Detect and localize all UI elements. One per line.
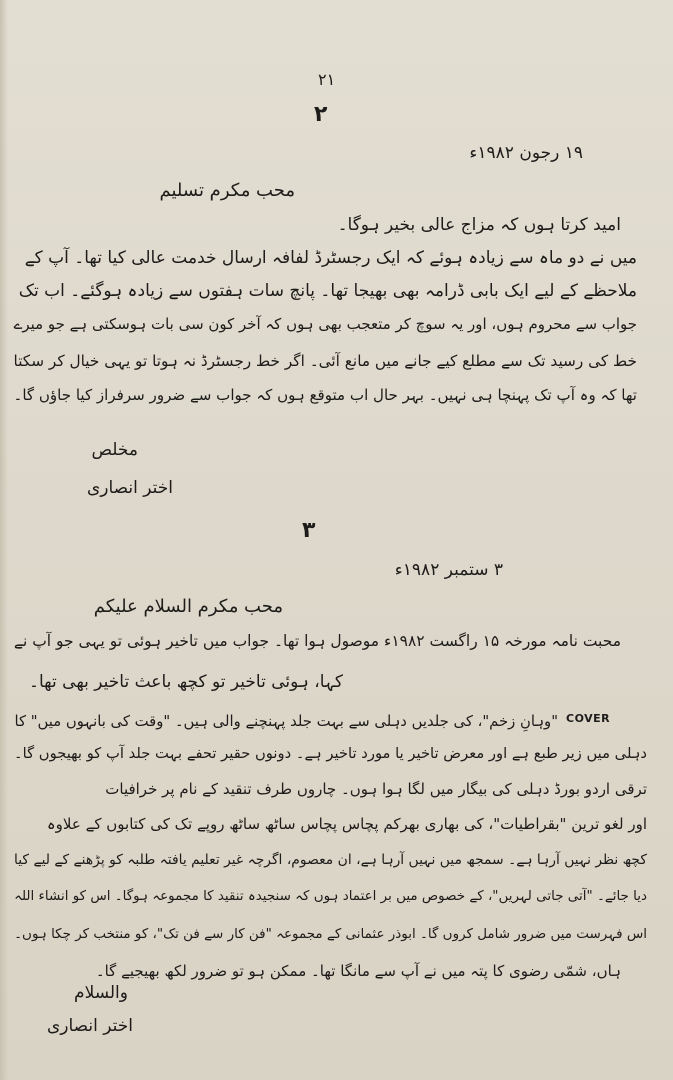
letter-body-line: کہا، ہوئی تاخیر تو کچھ باعث تاخیر بھی تھا۔ [29, 672, 343, 692]
letter-date: ۱۹ رجون ۱۹۸۲ء [469, 143, 583, 163]
letter-body-line: دیا جائے۔ "آتی جاتی لہریں"، کے خصوص میں بر اعتماد ہوں کہ سنجیدہ تنقید کا مجموعہ ہوگا۔ اس کو انشاء اللہ [14, 889, 647, 904]
letter-number: ۲ [314, 102, 328, 127]
letter-body-line: اور لغو ترین "بقراطیات"، کی بھاری بھرکم پچاس پچاس ساٹھ ساٹھ روپے تک کی کتابوں کے علاوہ [46, 815, 647, 833]
letter-body-line: تھا کہ وہ آپ تک پہنچا ہی نہیں۔ بہر حال اب متوقع ہوں کہ جواب سے ضرور سرفراز کیا جاؤں گا۔ [13, 386, 637, 404]
letter-signature: اختر انصاری [86, 478, 173, 498]
letter-body-line: میں نے دو ماہ سے زیادہ ہوئے کہ ایک رجسٹرڈ لفافہ ارسال خدمت عالی کیا تھا۔ آپ کے [24, 248, 637, 268]
letter-body-line: محبت نامہ مورخہ ۱۵ راگست ۱۹۸۲ء موصول ہوا تھا۔ جواب میں تاخیر ہوئی تو یہی جو آپ نے [13, 632, 621, 650]
letter-signature: اختر انصاری [46, 1016, 133, 1036]
letter-body-line: جواب سے محروم ہوں، اور یہ سوچ کر متعجب بھی ہوں کہ آخر کون سی بات ہوسکتی ہے جو میرے [13, 315, 637, 333]
letter-body-line: ملاحظے کے لیے ایک بابی ڈرامہ بھی بھیجا تھا۔ پانچ سات ہفتوں سے زیادہ ہوگئے۔ اب تک [18, 281, 637, 301]
letter-body-line: کچھ نظر نہیں آرہا ہے۔ سمجھ میں نہیں آرہا ہے، ان معصوم، اگرچہ غیر تعلیم یافتہ طلبہ کو پڑھنے کے لیے کیا [14, 852, 647, 868]
letter-body-line: اس فہرست میں ضرور شامل کروں گا۔ ابوذر عثمانی کے مجموعہ "فن کار سے فن تک"، کو منتخب کر چکا ہوں۔ [14, 926, 647, 942]
letter-closing: والسلام [74, 983, 128, 1003]
cover-word: COVER [566, 712, 611, 725]
letter-number: ۳ [302, 518, 316, 543]
letter-salutation: محب مکرم تسلیم [159, 180, 295, 201]
letter-body-line: ہاں، شمّی رضوی کا پتہ میں نے آپ سے مانگا تھا۔ ممکن ہو تو ضرور لکھ بھیجیے گا۔ [95, 962, 621, 980]
letter-date: ۳ ستمبر ۱۹۸۲ء [394, 560, 503, 580]
letter-salutation: محب مکرم السلام علیکم [93, 596, 283, 617]
letter-body-line: امید کرتا ہوں کہ مزاج عالی بخیر ہوگا۔ [337, 215, 621, 235]
letter-body-line: "وہانِ زخم"، کی جلدیں دہلی سے بہت جلد پہنچنے والی ہیں۔ "وقت کی بانہوں میں" کا [14, 713, 558, 730]
letter-body-line: خط کی رسید تک سے مطلع کیے جانے میں مانع آئی۔ اگر خط رجسٹرڈ نہ ہوتا تو یہی خیال کر سکتا [13, 352, 637, 370]
letter-body-line: ترقی اردو بورڈ دہلی کی بیگار میں لگا ہوا ہوں۔ چاروں طرف تنقید کے نام پر خرافیات [105, 780, 647, 798]
page-number: ۲۱ [318, 70, 336, 89]
letter-body-line: دہلی میں زیر طبع ہے اور معرض تاخیر یا مورد تاخیر ہے۔ دونوں حقیر تحفے بہت جلد آپ کو بھیجوں گا۔ [13, 745, 647, 762]
letter-closing: مخلص [91, 440, 138, 460]
